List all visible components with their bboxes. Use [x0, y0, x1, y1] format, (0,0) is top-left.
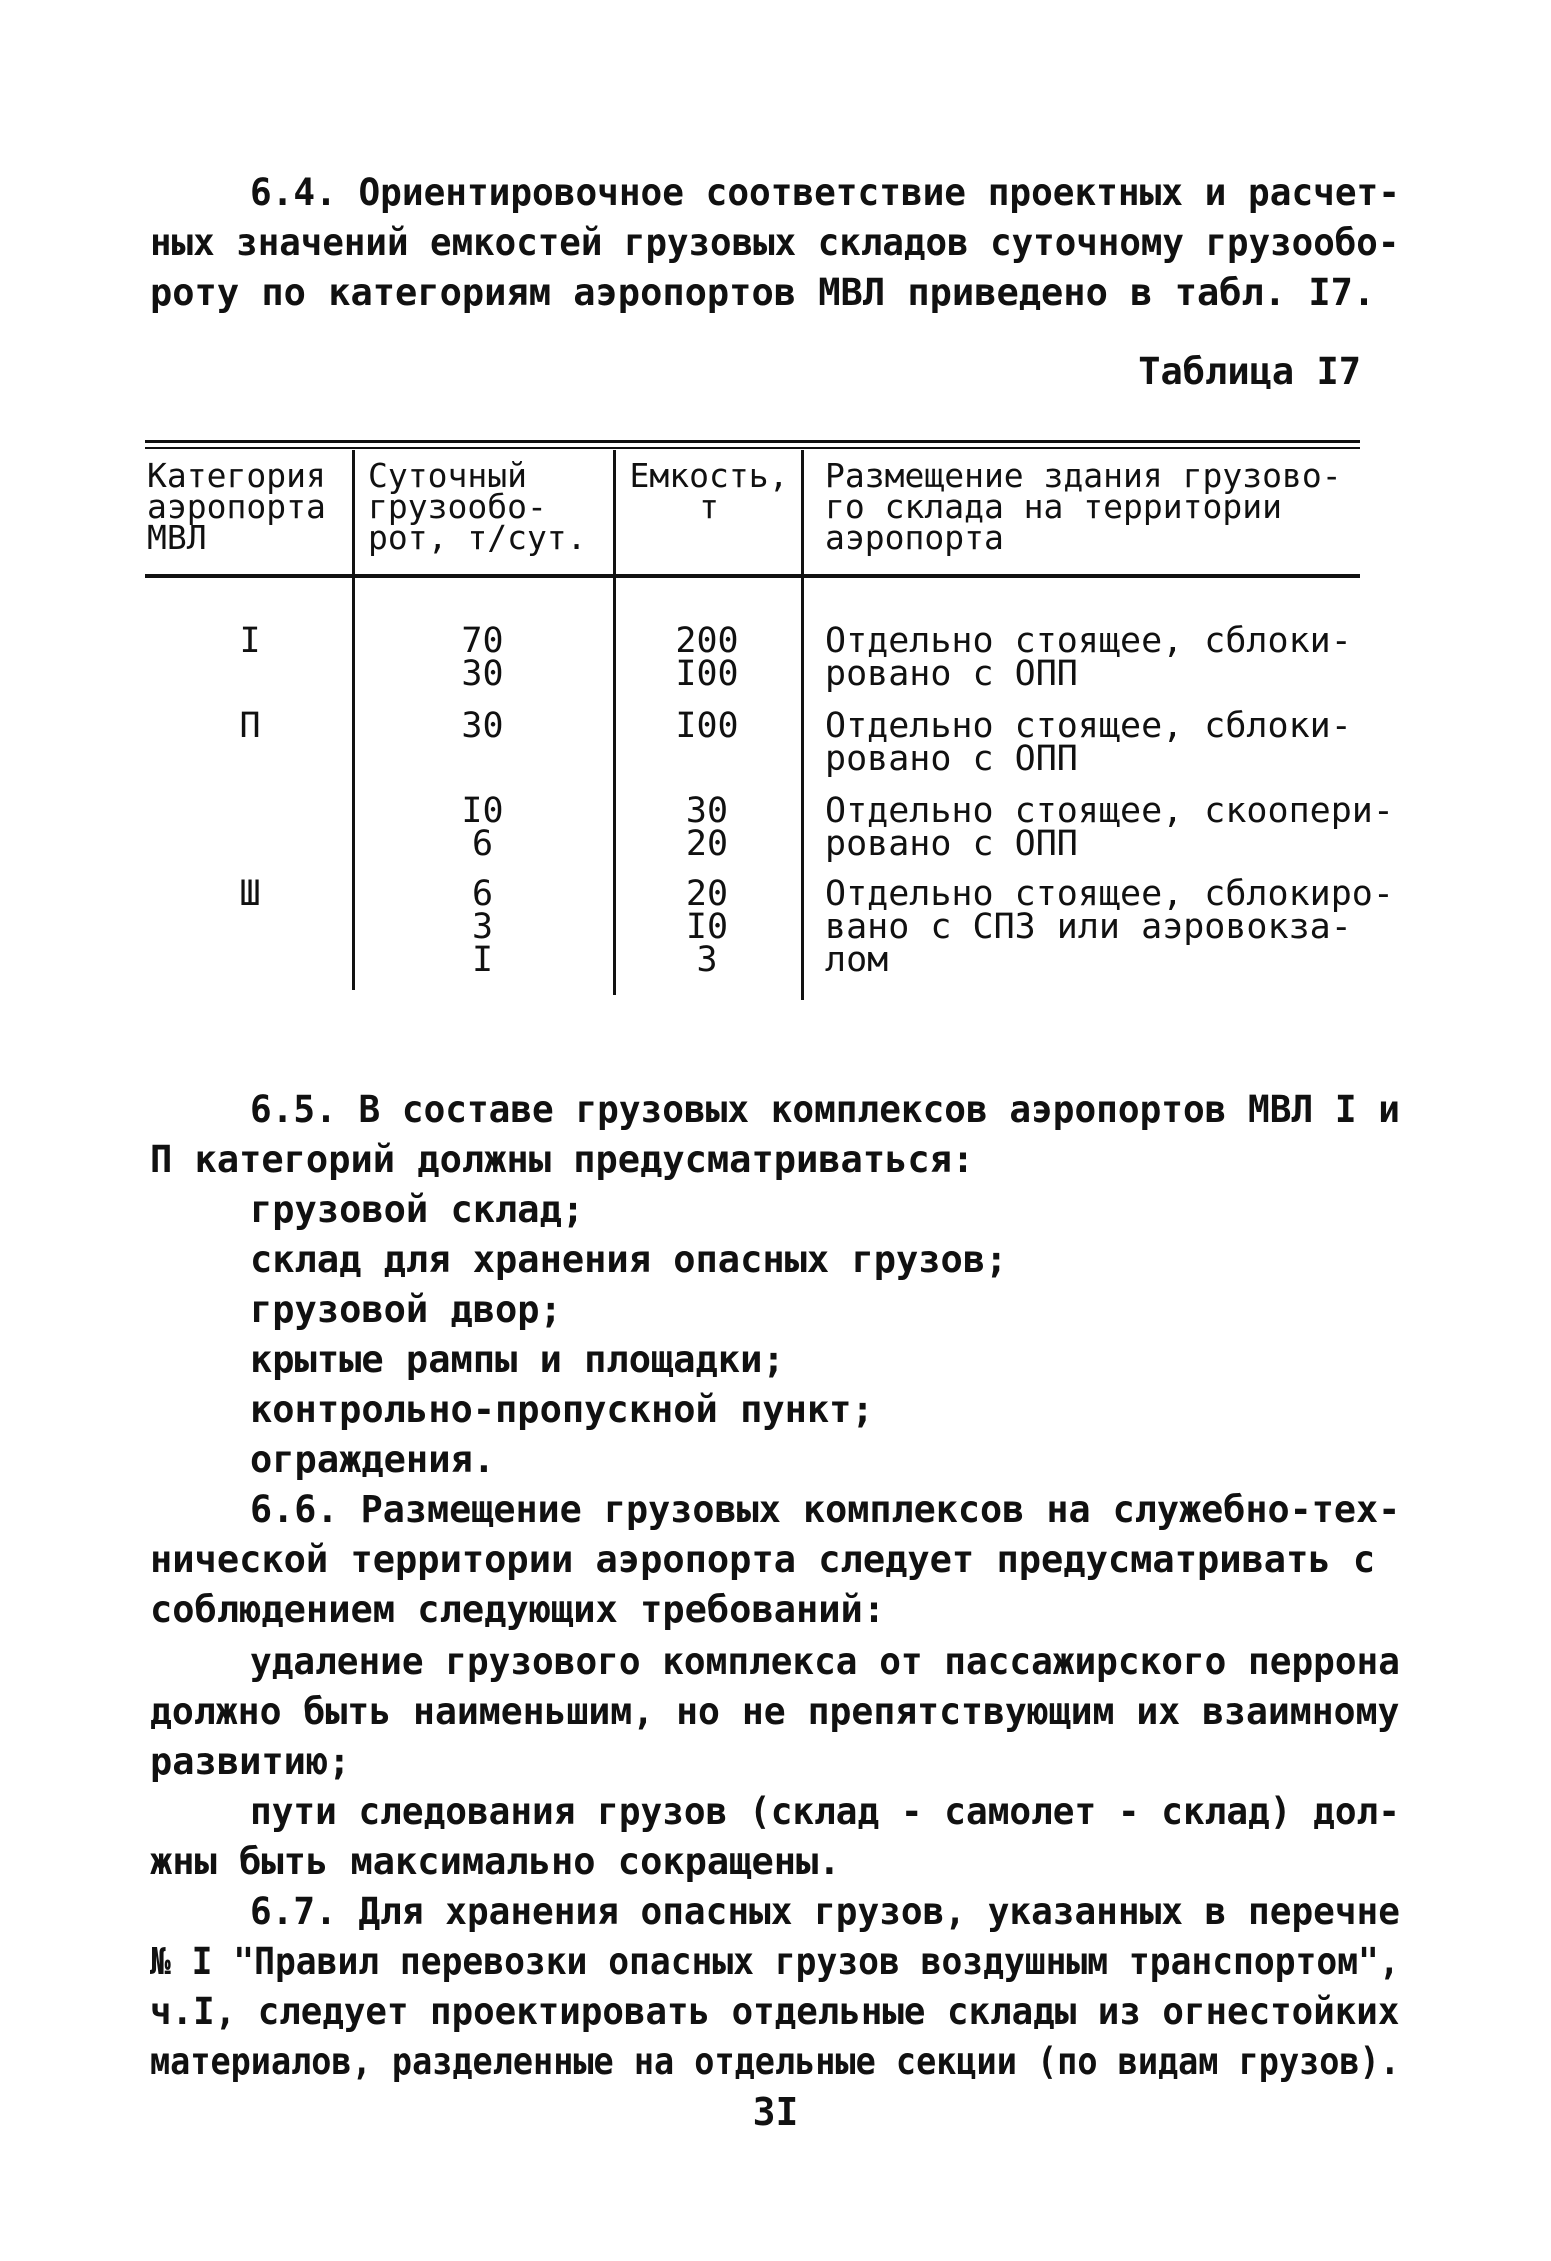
- row-3-placement: Отдельно стоящее, скоопери- ровано с ОПП: [825, 791, 1394, 864]
- section-6-6-req1-line-1: удаление грузового комплекса от пассажирского перрона: [250, 1640, 1400, 1683]
- table-divider-3: [801, 450, 804, 1000]
- row-2-capacity: I00: [675, 706, 739, 746]
- table-caption: Таблица I7: [1138, 350, 1361, 393]
- section-6-6-req2-line-2: жны быть максимально сокращены.: [150, 1840, 841, 1883]
- table-top-rule: [145, 440, 1360, 449]
- section-6-7-line-1: 6.7. Для хранения опасных грузов, указанных в перечне: [250, 1890, 1400, 1933]
- row-1-capacity: 200 I00: [675, 621, 739, 694]
- section-6-7-line-3: ч.I, следует проектировать отдельные склады из огнестойких: [150, 1990, 1400, 2033]
- section-6-4-line-1: 6.4. Ориентировочное соответствие проектных и расчет-: [250, 171, 1400, 214]
- section-6-6-line-2: нической территории аэропорта следует предусматривать с: [150, 1538, 1376, 1581]
- section-6-7-line-2: № I "Правил перевозки опасных грузов воздушным транспортом",: [150, 1940, 1400, 1983]
- section-6-5-item-1: грузовой склад;: [250, 1188, 585, 1231]
- section-6-5-item-2: склад для хранения опасных грузов;: [250, 1238, 1008, 1281]
- section-6-6-req1-line-2: должно быть наименьшим, но не препятствующим их взаимному: [150, 1690, 1400, 1733]
- row-3-turnover: I0 6: [461, 791, 504, 864]
- header-turnover: Суточный грузообо- рот, т/сут.: [368, 456, 587, 557]
- section-6-5-line-1: 6.5. В составе грузовых комплексов аэропортов МВЛ I и: [250, 1088, 1400, 1131]
- row-1-category: I: [239, 621, 261, 661]
- section-6-6-line-1: 6.6. Размещение грузовых комплексов на служебно-тех-: [250, 1488, 1401, 1531]
- section-6-6-line-3: соблюдением следующих требований:: [150, 1588, 886, 1631]
- row-4-placement: Отдельно стоящее, сблокиро- вано с СПЗ или аэровокза- лом: [825, 874, 1394, 980]
- row-2-turnover: 30: [461, 706, 504, 746]
- header-placement: Размещение здания грузово- го склада на территории аэропорта: [825, 456, 1342, 557]
- section-6-5-item-5: контрольно-пропускной пункт;: [250, 1388, 874, 1431]
- section-6-5-line-2: П категорий должны предусматриваться:: [150, 1138, 975, 1181]
- section-6-6-req2-line-1: пути следования грузов (склад - самолет - склад) дол-: [250, 1790, 1400, 1833]
- table-header-rule: [145, 574, 1360, 578]
- row-3-capacity: 30 20: [685, 791, 729, 864]
- section-6-4-line-3: роту по категориям аэропортов МВЛ приведено в табл. I7.: [150, 271, 1376, 314]
- row-2-category: П: [239, 706, 261, 746]
- header-capacity: Емкость, т: [629, 456, 789, 526]
- section-6-5-item-4: крытые рампы и площадки;: [250, 1338, 785, 1381]
- section-6-7-line-4: материалов, разделенные на отдельные секции (по видам грузов).: [150, 2040, 1400, 2083]
- section-6-4-line-2: ных значений емкостей грузовых складов суточному грузообо-: [150, 221, 1400, 264]
- row-4-category: Ш: [239, 874, 261, 914]
- row-2-placement: Отдельно стоящее, сблоки- ровано с ОПП: [825, 706, 1352, 779]
- row-4-capacity: 20 I0 3: [685, 874, 729, 980]
- page-number: 3I: [752, 2090, 799, 2134]
- row-4-turnover: 6 3 I: [471, 874, 494, 980]
- section-6-5-item-3: грузовой двор;: [250, 1288, 562, 1331]
- section-6-5-item-6: ограждения.: [250, 1438, 496, 1481]
- section-6-6-req1-line-3: развитию;: [150, 1740, 351, 1783]
- row-1-placement: Отдельно стоящее, сблоки- ровано с ОПП: [825, 621, 1352, 694]
- row-1-turnover: 70 30: [461, 621, 504, 694]
- header-category: Категория аэропорта МВЛ: [147, 456, 326, 557]
